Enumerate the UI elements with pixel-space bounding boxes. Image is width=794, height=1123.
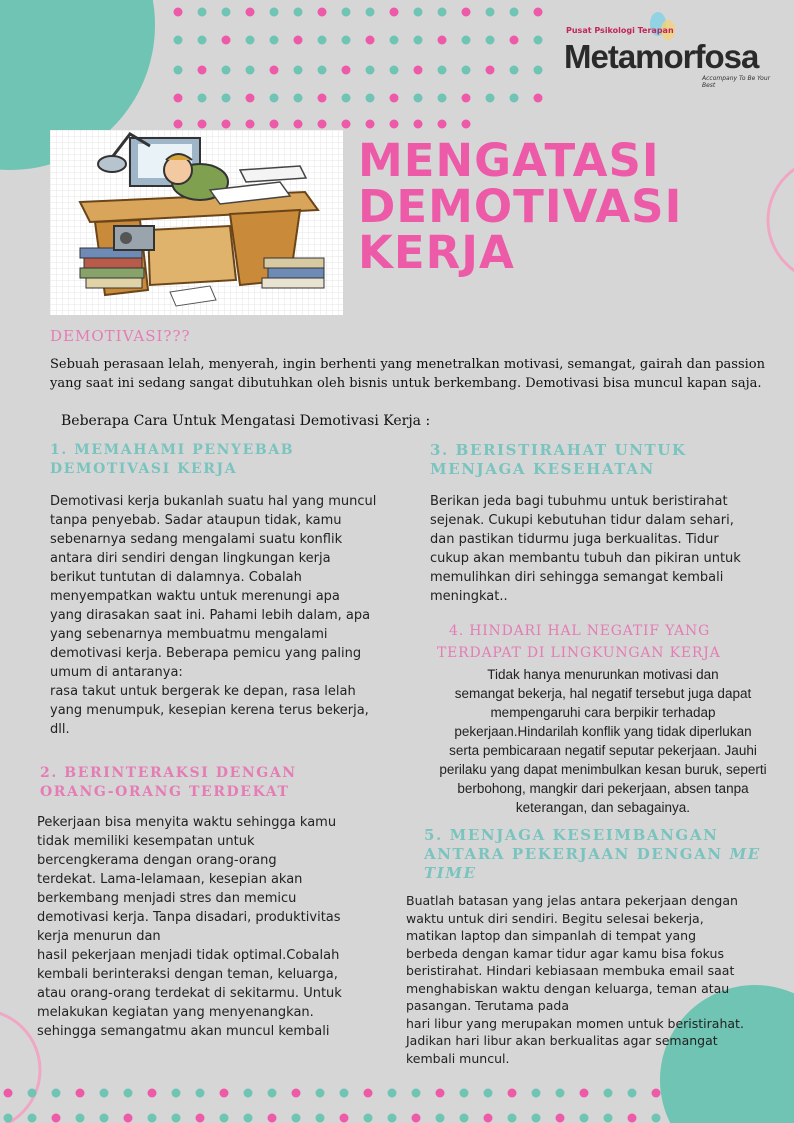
- body-line: cukup akan membantu tubuh dan pikiran untuk: [430, 551, 741, 566]
- decor-dot: [486, 36, 495, 45]
- decor-dot: [316, 1114, 325, 1123]
- heading-italic: ME: [729, 845, 761, 863]
- decor-dot: [124, 1089, 133, 1098]
- intro-lead: Beberapa Cara Untuk Mengatasi Demotivasi Kerja :: [61, 413, 431, 429]
- body-line: Buatlah batasan yang jelas antara pekerjaan dengan: [406, 893, 738, 908]
- body-line: kembali muncul.: [406, 1050, 510, 1066]
- decor-dot: [438, 36, 447, 45]
- section-1-heading: [50, 441, 294, 479]
- section-5-body: [406, 892, 744, 1067]
- decor-dot: [270, 36, 279, 45]
- decor-dot: [510, 66, 519, 75]
- decor-dot: [198, 36, 207, 45]
- body-line: kembali berinteraksi dengan teman, keluarga,: [37, 967, 338, 982]
- decor-dot: [342, 8, 351, 17]
- body-line: antara diri sendiri dengan lingkungan kerja: [50, 551, 331, 566]
- decor-dot: [52, 1114, 61, 1123]
- decor-dot: [222, 94, 231, 103]
- decor-dot: [318, 8, 327, 17]
- body-line: semangat bekerja, hal negatif tersebut juga dapat: [454, 686, 752, 701]
- heading-line: [424, 864, 761, 883]
- body-line: terdekat. Lama-lelamaan, kesepian akan: [37, 872, 303, 887]
- decor-dot: [486, 94, 495, 103]
- decor-dot: [220, 1089, 229, 1098]
- decor-dot: [318, 36, 327, 45]
- logo-tagline: Accompany To Be Your Best: [702, 75, 771, 89]
- decor-dot: [556, 1114, 565, 1123]
- decor-dot: [172, 1114, 181, 1123]
- body-line: matikan laptop dan simpanlah di tempat yang: [406, 928, 697, 943]
- decor-dot: [460, 1114, 469, 1123]
- decor-dot: [198, 66, 207, 75]
- decor-dot: [364, 1089, 373, 1098]
- section-3-heading: [430, 441, 687, 479]
- decor-dot: [222, 8, 231, 17]
- section-4-heading: [437, 620, 721, 664]
- decor-dot: [268, 1089, 277, 1098]
- decor-dot: [556, 1089, 565, 1098]
- decor-dot: [486, 8, 495, 17]
- decor-dot: [532, 1114, 541, 1123]
- decor-dot: [414, 66, 423, 75]
- decor-dot: [246, 94, 255, 103]
- decor-dot: [484, 1089, 493, 1098]
- body-line: yang sebenarnya membuatmu mengalami: [50, 627, 328, 642]
- decor-dot: [510, 36, 519, 45]
- tired-worker-at-desk-icon: [50, 130, 343, 315]
- decor-dot: [534, 94, 543, 103]
- decor-dot: [294, 94, 303, 103]
- decor-dot: [414, 36, 423, 45]
- decor-dot: [174, 36, 183, 45]
- heading-line: [424, 845, 761, 864]
- decor-dot: [340, 1114, 349, 1123]
- decor-dot: [294, 8, 303, 17]
- heading-line: TERDAPAT DI LINGKUNGAN KERJA: [437, 645, 721, 661]
- decor-dot: [294, 66, 303, 75]
- decor-dot: [390, 66, 399, 75]
- title-line: KERJA: [358, 226, 515, 279]
- body-line: menghabiskan waktu dengan keluarga, teman atau: [406, 980, 730, 996]
- body-line: dll.: [50, 722, 70, 737]
- decor-dot: [366, 8, 375, 17]
- section-2-body: [37, 813, 342, 1041]
- body-line: perilaku yang dapat menimbulkan kesan buruk, seperti: [439, 762, 767, 777]
- hero-illustration: [50, 130, 343, 315]
- heading-line: [424, 826, 761, 845]
- section-4-body: [428, 665, 778, 817]
- decor-dot: [604, 1114, 613, 1123]
- decor-dot: [342, 36, 351, 45]
- body-line: berbeda dengan kamar tidur agar kamu bisa fokus: [406, 945, 724, 961]
- decor-dot: [510, 8, 519, 17]
- decor-dot: [270, 94, 279, 103]
- decor-dot: [390, 120, 399, 129]
- decor-dot: [318, 120, 327, 129]
- body-line: pasangan. Terutama pada: [406, 998, 569, 1013]
- decor-dot: [508, 1114, 517, 1123]
- decor-dot: [676, 1114, 685, 1123]
- decor-dot: [508, 1089, 517, 1098]
- decor-dot: [604, 1089, 613, 1098]
- body-line: yang dirasakan saat ini. Pahami lebih dalam, apa: [50, 608, 371, 623]
- body-line: Berikan jeda bagi tubuhmu untuk beristirahat: [430, 494, 728, 509]
- body-line: rasa takut untuk bergerak ke depan, rasa lelah: [50, 684, 356, 699]
- decor-dot: [148, 1089, 157, 1098]
- body-line: melakukan kegiatan yang menyenangkan.: [37, 1005, 314, 1020]
- body-line: atau orang-orang terdekat di sekitarmu. Untuk: [37, 986, 342, 1001]
- heading-text: 5. MENJAGA KESEIMBANGAN: [424, 826, 719, 844]
- decor-dot: [100, 1114, 109, 1123]
- title-line: MENGATASI: [358, 134, 660, 187]
- decor-dot: [222, 66, 231, 75]
- body-line: Tidak hanya menurunkan motivasi dan: [487, 667, 719, 682]
- decor-dot: [124, 1114, 133, 1123]
- body-line: sejenak. Cukupi kebutuhan tidur dalam sehari,: [430, 513, 734, 528]
- decor-dot: [510, 94, 519, 103]
- decor-dot: [222, 36, 231, 45]
- decor-dot: [342, 94, 351, 103]
- decor-dot: [244, 1114, 253, 1123]
- decor-dot: [174, 94, 183, 103]
- decor-dot: [220, 1114, 229, 1123]
- decor-dot: [534, 8, 543, 17]
- decor-dot: [222, 120, 231, 129]
- decor-dot: [460, 1089, 469, 1098]
- body-line: dan pastikan tidurmu juga berkualitas. Tidur: [430, 532, 719, 547]
- decor-dot: [28, 1089, 37, 1098]
- body-line: hasil pekerjaan menjadi tidak optimal.Cobalah: [37, 948, 340, 963]
- intro-heading: DEMOTIVASI???: [50, 327, 191, 345]
- body-line: pekerjaan.Hindarilah konflik yang tidak diperlukan: [454, 724, 752, 739]
- body-line: Jadikan hari libur akan berkualitas agar semangat: [406, 1033, 718, 1048]
- page-title: [358, 134, 738, 279]
- body-line: Demotivasi kerja bukanlah suatu hal yang muncul: [50, 494, 377, 509]
- decor-dot: [484, 1114, 493, 1123]
- section-5-heading: [424, 826, 761, 883]
- decor-dot: [244, 1089, 253, 1098]
- decor-dot: [462, 8, 471, 17]
- decor-dot: [342, 120, 351, 129]
- decor-dot: [292, 1089, 301, 1098]
- decor-dot: [438, 94, 447, 103]
- body-line: hari libur yang merupakan momen untuk beristirahat.: [406, 1015, 744, 1031]
- heading-text: ANTARA PEKERJAAN DENGAN: [424, 845, 723, 863]
- body-line: Pekerjaan bisa menyita waktu sehingga kamu: [37, 815, 337, 830]
- heading-line: ORANG-ORANG TERDEKAT: [40, 784, 290, 800]
- body-line: beristirahat. Hindari kebiasaan membuka email saat: [406, 963, 735, 978]
- body-line: berkembang menjadi stres dan memicu: [37, 891, 297, 906]
- body-line: meningkat..: [430, 589, 508, 604]
- decor-dot: [294, 36, 303, 45]
- body-line: bercengkerama dengan orang-orang: [37, 853, 277, 868]
- decor-dot: [294, 120, 303, 129]
- decor-dot: [580, 1089, 589, 1098]
- body-line: keterangan, dan sebagainya.: [515, 800, 691, 815]
- decor-dot: [436, 1114, 445, 1123]
- decor-dot: [4, 1114, 13, 1123]
- body-line: demotivasi kerja. Beberapa pemicu yang paling: [50, 646, 362, 661]
- decor-dot: [366, 120, 375, 129]
- decor-dot: [462, 94, 471, 103]
- decor-dot: [198, 94, 207, 103]
- decor-dot: [652, 1089, 661, 1098]
- body-line: berikut tuntutan di dalamnya. Cobalah: [50, 570, 302, 585]
- body-line: mempengaruhi cara berpikir terhadap: [490, 705, 716, 720]
- decor-dot: [414, 120, 423, 129]
- decor-dot: [532, 1089, 541, 1098]
- decor-dot: [148, 1114, 157, 1123]
- heading-line: 2. BERINTERAKSI DENGAN: [40, 765, 297, 781]
- decor-dot: [292, 1114, 301, 1123]
- body-line: menyempatkan waktu untuk merenungi apa: [50, 589, 340, 604]
- logo-subtitle: Pusat Psikologi Terapan: [566, 26, 674, 35]
- decor-dot: [412, 1089, 421, 1098]
- decor-dot: [174, 8, 183, 17]
- decor-dot: [366, 36, 375, 45]
- decor-dot: [366, 94, 375, 103]
- decor-dot: [462, 36, 471, 45]
- decor-dot: [412, 1114, 421, 1123]
- body-line: tidak memiliki kesempatan untuk: [37, 834, 255, 849]
- section-2-heading: [40, 764, 297, 802]
- decor-dot: [676, 1089, 685, 1098]
- decor-dot: [76, 1089, 85, 1098]
- decor-dot: [4, 1089, 13, 1098]
- body-line: waktu untuk diri sendiri. Begitu selesai bekerja,: [406, 910, 704, 926]
- decor-dot: [198, 120, 207, 129]
- logo-name: Metamorfosa: [564, 38, 759, 75]
- decor-dot: [198, 8, 207, 17]
- decor-dot: [246, 36, 255, 45]
- decor-dot: [340, 1089, 349, 1098]
- decor-dot: [390, 36, 399, 45]
- decor-dot: [52, 1089, 61, 1098]
- decor-dot: [414, 94, 423, 103]
- decor-dot: [270, 120, 279, 129]
- body-line: sebenarnya sedang mengalami suatu konflik: [50, 532, 343, 547]
- decor-dot: [174, 66, 183, 75]
- decor-dot: [388, 1089, 397, 1098]
- body-line: memulihkan diri sehingga semangat kembali: [430, 570, 724, 585]
- decor-dot: [270, 8, 279, 17]
- decor-dot: [100, 1089, 109, 1098]
- decor-dot: [390, 8, 399, 17]
- heading-line: 3. BERISTIRAHAT UNTUK: [430, 441, 687, 459]
- decor-dot: [462, 66, 471, 75]
- decor-dot: [174, 120, 183, 129]
- decor-dot: [196, 1089, 205, 1098]
- decor-dot: [364, 1114, 373, 1123]
- decor-dot: [76, 1114, 85, 1123]
- decor-dot: [388, 1114, 397, 1123]
- decor-dot: [318, 94, 327, 103]
- decor-dot: [652, 1114, 661, 1123]
- decor-dot: [534, 36, 543, 45]
- body-line: kerja menurun dan: [37, 929, 161, 944]
- decor-dot: [28, 1114, 37, 1123]
- decor-dot: [318, 66, 327, 75]
- decor-dot: [390, 94, 399, 103]
- body-line: umum di antaranya:: [50, 665, 183, 680]
- decor-dot: [246, 66, 255, 75]
- pink-ring-right: [768, 158, 794, 282]
- title-line: DEMOTIVASI: [358, 180, 683, 233]
- heading-line: DEMOTIVASI KERJA: [50, 461, 238, 477]
- decor-dot: [268, 1114, 277, 1123]
- heading-line: 4. HINDARI HAL NEGATIF YANG: [449, 623, 711, 639]
- section-3-body: [430, 492, 741, 606]
- body-line: sehingga semangatmu akan muncul kembali: [37, 1024, 330, 1039]
- decor-dot: [438, 120, 447, 129]
- heading-italic: TIME: [424, 864, 477, 882]
- brand-logo: [562, 20, 782, 90]
- heading-line: 1. MEMAHAMI PENYEBAB: [50, 442, 295, 458]
- decor-dot: [628, 1089, 637, 1098]
- decor-dot: [270, 66, 279, 75]
- decor-dot: [534, 66, 543, 75]
- body-line: berbohong, mangkir dari pekerjaan, absen tanpa: [457, 781, 749, 796]
- body-line: demotivasi kerja. Tanpa disadari, produktivitas: [37, 910, 341, 925]
- body-line: yang menumpuk, kesepian kerena terus bekerja,: [50, 703, 369, 718]
- pink-ring-left: [0, 1010, 40, 1123]
- decor-dot: [486, 66, 495, 75]
- decor-dot: [436, 1089, 445, 1098]
- heading-line: MENJAGA KESEHATAN: [430, 460, 655, 478]
- decor-dot: [196, 1114, 205, 1123]
- decor-dot: [172, 1089, 181, 1098]
- decor-dot: [246, 120, 255, 129]
- section-1-body: [50, 492, 376, 739]
- decor-dot: [414, 8, 423, 17]
- decor-dot: [438, 8, 447, 17]
- decor-dot: [366, 66, 375, 75]
- decor-dot: [342, 66, 351, 75]
- intro-text: Sebuah perasaan lelah, menyerah, ingin berhenti yang menetralkan motivasi, semangat, gairah dan passion yang saat ini sedang sangat dibutuhkan oleh bisnis untuk berkembang. Demotivasi bisa muncul kapan saja.: [50, 357, 765, 391]
- decor-dot: [580, 1114, 589, 1123]
- body-line: serta pembicaraan negatif seputar pekerjaan. Jauhi: [449, 743, 757, 758]
- decor-dot: [438, 66, 447, 75]
- body-line: tanpa penyebab. Sadar ataupun tidak, kamu: [50, 513, 342, 528]
- decor-dot: [628, 1114, 637, 1123]
- decor-dot: [462, 120, 471, 129]
- decor-dot: [316, 1089, 325, 1098]
- decor-dot: [246, 8, 255, 17]
